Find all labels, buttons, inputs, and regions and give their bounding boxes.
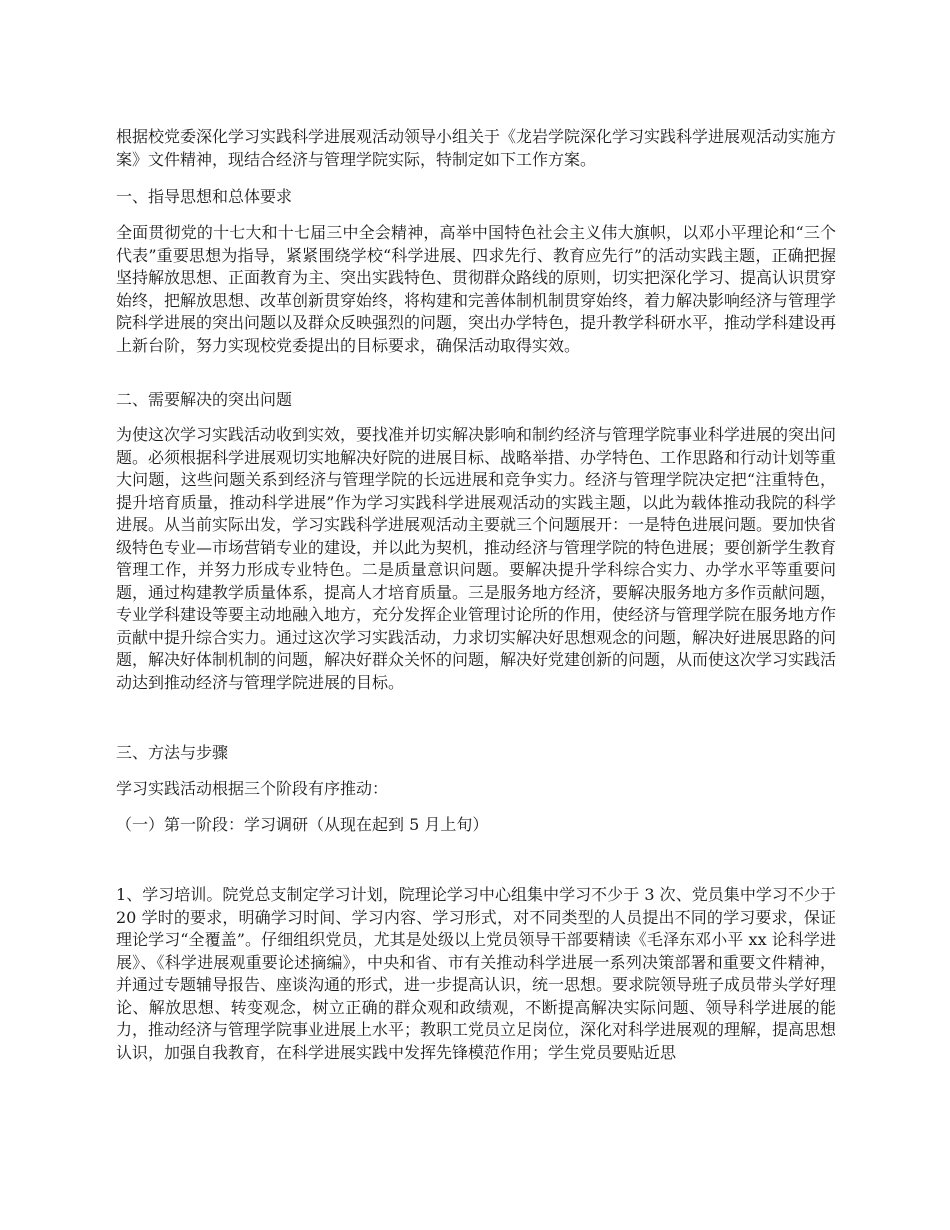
section-2-paragraph: 为使这次学习实践活动收到实效，要找准并切实解决影响和制约经济与管理学院事业科学进展的突出问题。必须根据科学进展观切实地解决好院的进展目标、战略举措、办学特色、工作思路和行动计划等重大问题，这些问题关系到经济与管理学院的长远进展和竞争实力。经济与管理学院决定把“注重特色，提升培育质量，推动科学进展”作为学习实践科学进展观活动的实践主题，以此为载体推动我院的科学进展。从当前实际出发，学习实践科学进展观活动主要就三个问题展开：一是特色进展问题。要加快省级特色专业—市场营销专业的建设，并以此为契机，推动经济与管理学院的特色进展；要创新学生教育管理工作，并努力形成专业特色。二是质量意识问题。要解决提升学科综合实力、办学水平等重要问题，通过构建教学质量体系，提高人才培育质量。三是服务地方经济，要解决服务地方多作贡献问题，专业学科建设等要主动地融入地方，充分发挥企业管理讨论所的作用，使经济与管理学院在服务地方作贡献中提升综合实力。通过这次学习实践活动，力求切实解决好思想观念的问题，解决好进展思路的问题，解决好体制机制的问题，解决好群众关怀的问题，解决好党建创新的问题，从而使这次学习实践活动达到推动经济与管理学院进展的目标。 bbox=[116, 425, 837, 692]
stage-1-heading: （一）第一阶段：学习调研（从现在起到 5 月上旬） bbox=[116, 815, 489, 834]
section-1-heading: 一、指导思想和总体要求 bbox=[116, 187, 293, 206]
section-3-intro: 学习实践活动根据三个阶段有序推动： bbox=[116, 779, 389, 798]
section-1-paragraph: 全面贯彻党的十七大和十七届三中全会精神，高举中国特色社会主义伟大旗帜，以邓小平理论和“三个代表”重要思想为指导，紧紧围绕学校“科学进展、四求先行、教育应先行”的活动实践主题，正确把握坚持解放思想、正面教育为主、突出实践特色、贯彻群众路线的原则，切实把深化学习、提高认识贯穿始终，把解放思想、改革创新贯穿始终，将构建和完善体制机制贯穿始终，着力解决影响经济与管理学院科学进展的突出问题以及群众反映强烈的问题，突出办学特色，提升教学科研水平，推动学科建设再上新台阶，努力实现校党委提出的目标要求，确保活动取得实效。 bbox=[116, 223, 837, 355]
section-2-heading: 二、需要解决的突出问题 bbox=[116, 390, 293, 409]
intro-paragraph: 根据校党委深化学习实践科学进展观活动领导小组关于《龙岩学院深化学习实践科学进展观活动实施方案》文件精神，现结合经济与管理学院实际，特制定如下工作方案。 bbox=[116, 127, 837, 169]
item-1-paragraph: 1、学习培训。院党总支制定学习计划，院理论学习中心组集中学习不少于 3 次、党员集中学习不少于 20 学时的要求，明确学习时间、学习内容、学习形式，对不同类型的人员提出不同的学习要求，保证理论学习“全覆盖”。仔细组织党员，尤其是处级以上党员领导干部要精读《毛泽东邓小平 xx 论科学进展》、《科学进展观重要论述摘编》，中央和省、市有关推动科学进展一系列决策部署和重要文件精神，并通过专题辅导报告、座谈沟通的形式，进一步提高认识，统一思想。要求院领导班子成员带头学好理论、解放思想、转变观念，树立正确的群众观和政绩观，不断提高解决实际问题、领导科学进展的能力，推动经济与管理学院事业进展上水平；教职工党员立足岗位，深化对科学进展观的理解，提高思想认识，加强自我教育，在科学进展实践中发挥先锋模范作用；学生党员要贴近思 bbox=[116, 885, 837, 1062]
section-3-heading: 三、方法与步骤 bbox=[116, 743, 229, 762]
